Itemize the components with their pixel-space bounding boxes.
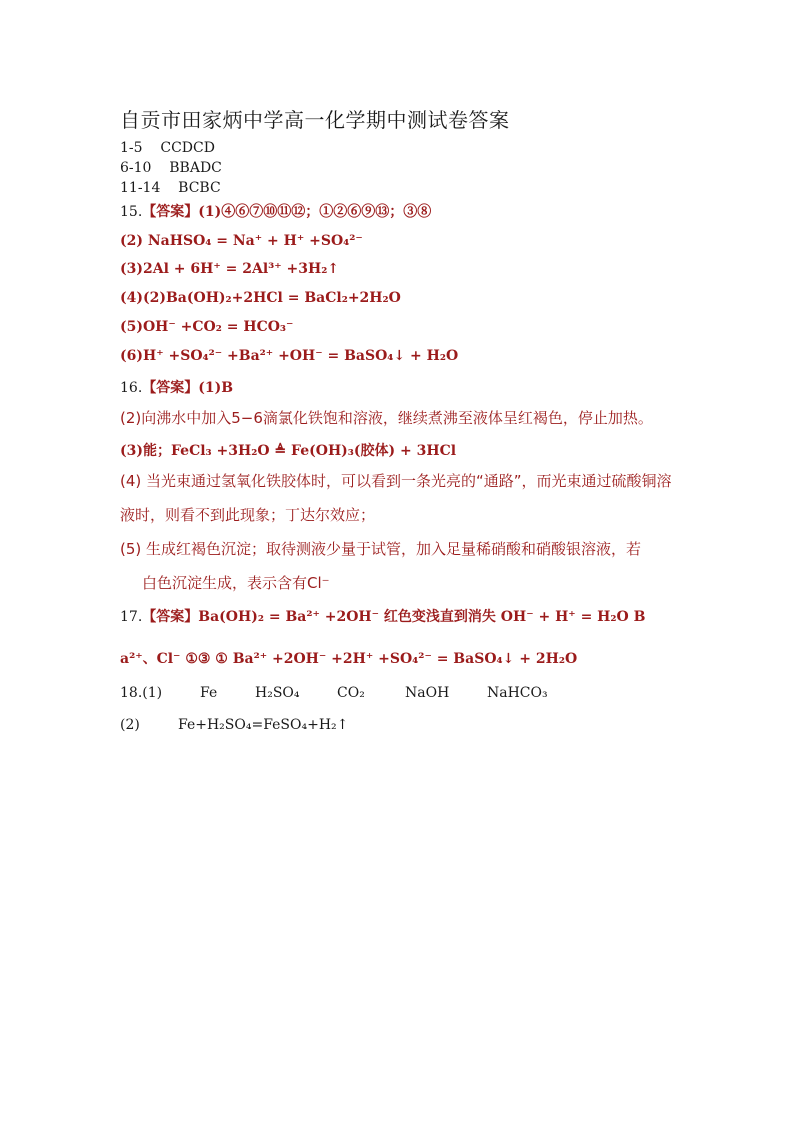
- q15-part-4: (4)(2)Ba(OH)₂+2HCl = BaCl₂+2H₂O: [120, 290, 401, 306]
- q16-part-5-line-1: (5) 生成红褐色沉淀；取待测液少量于试管，加入足量稀硝酸和硝酸银溶液，若: [120, 540, 642, 558]
- mc-answers: BCBC: [178, 180, 221, 196]
- q16-part-5-line-2: 白色沉淀生成，表示含有Cl⁻: [142, 574, 330, 592]
- q16-part-3: (3)能；FeCl₃ +3H₂O ≜ Fe(OH)₃(胶体) + 3HCl: [120, 443, 457, 459]
- question-number: 15.: [120, 204, 143, 220]
- question-number: 16.: [120, 380, 143, 396]
- q15-part-5: (5)OH⁻ +CO₂ = HCO₃⁻: [120, 319, 294, 335]
- page-title: 自贡市田家炳中学高一化学期中测试卷答案: [120, 108, 510, 132]
- mc-row-1: [120, 140, 215, 156]
- mc-range: 6-10: [120, 160, 152, 176]
- mc-answers: BBADC: [169, 160, 222, 176]
- q15-part-6: (6)H⁺ +SO₄²⁻ +Ba²⁺ +OH⁻ = BaSO₄↓ + H₂O: [120, 348, 459, 364]
- mc-row-3: [120, 180, 221, 196]
- q18-label-2: (2): [120, 717, 140, 733]
- mc-range: 1-5: [120, 140, 143, 156]
- q18-line-1: [120, 685, 548, 701]
- answer-tag: 【答案】: [142, 609, 199, 625]
- mc-range: 11-14: [120, 180, 161, 196]
- q18-label-1: 18.(1): [120, 685, 163, 701]
- q15-part-2: (2) NaHSO₄ = Na⁺ + H⁺ +SO₄²⁻: [120, 233, 363, 249]
- q18-item: H₂SO₄: [255, 685, 300, 701]
- question-number: 17.: [120, 609, 143, 625]
- q17-line-2: a²⁺、Cl⁻ ①③ ① Ba²⁺ +2OH⁻ +2H⁺ +SO₄²⁻ = BaSO₄↓ + 2H₂O: [120, 651, 578, 667]
- q17-line-1-text: Ba(OH)₂ = Ba²⁺ +2OH⁻ 红色变浅直到消失 OH⁻ + H⁺ = H₂O B: [198, 609, 646, 625]
- answer-tag: 【答案】: [142, 380, 199, 396]
- q16-line-1: [120, 377, 233, 397]
- q16-part-5: [120, 532, 676, 600]
- mc-row-2: [120, 160, 222, 176]
- q16-part-4: (4) 当光束通过氢氧化铁胶体时，可以看到一条光亮的“通路”，而光束通过硫酸铜溶液时，则看不到此现象；丁达尔效应；: [120, 472, 672, 524]
- q18-equation: Fe+H₂SO₄=FeSO₄+H₂↑: [178, 717, 349, 733]
- q17-line-1: [120, 606, 645, 626]
- q15-part-3: (3)2Al + 6H⁺ = 2Al³⁺ +3H₂↑: [120, 261, 340, 277]
- q18-item: CO₂: [337, 685, 365, 701]
- q18-item: NaHCO₃: [487, 685, 548, 701]
- q15-part-1: (1)④⑥⑦⑩⑪⑫；①②⑥⑨⑬；③⑧: [198, 204, 432, 220]
- mc-answers: CCDCD: [160, 140, 215, 156]
- q18-item: NaOH: [405, 685, 450, 701]
- q16-part-1: (1)B: [198, 380, 234, 396]
- q15-line-1: [120, 201, 431, 221]
- q18-item: Fe: [200, 685, 218, 701]
- answer-tag: 【答案】: [142, 204, 199, 220]
- q16-part-2: (2)向沸水中加入5−6滴氯化铁饱和溶液，继续煮沸至液体呈红褐色，停止加热。: [120, 409, 653, 427]
- q18-line-2: [120, 717, 348, 733]
